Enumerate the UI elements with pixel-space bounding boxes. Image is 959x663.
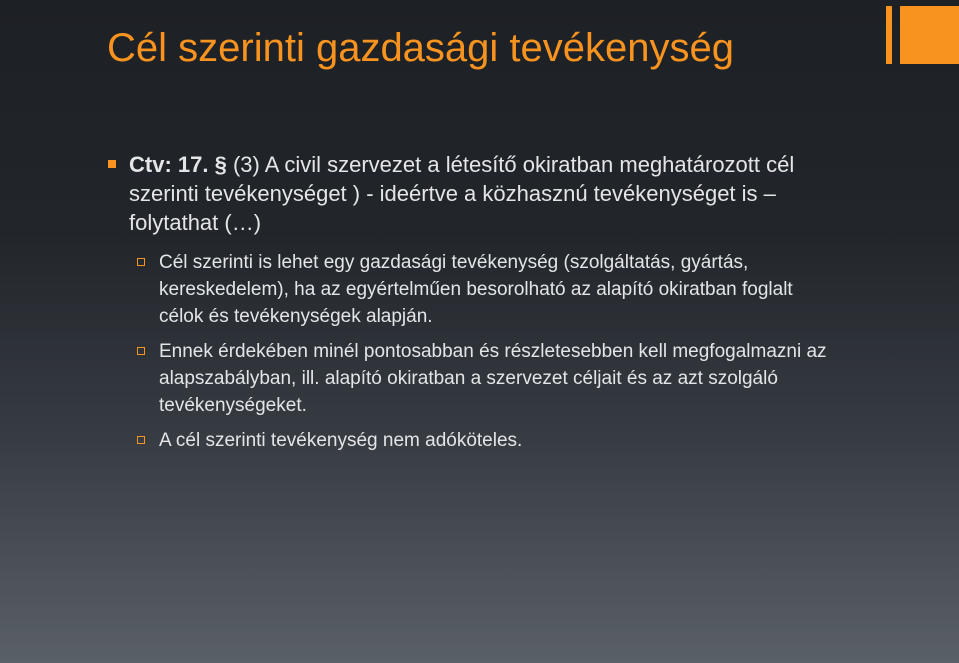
sub-bullet-text: Ennek érdekében minél pontosabban és részletesebben kell megfogalmazni az alapszabályban, ill. alapító okiratban a szervezet céljait és az azt szolgáló tevékenységeket. <box>159 341 827 416</box>
sub-bullet-item <box>137 249 827 330</box>
slide-title: Cél szerinti gazdasági tevékenység <box>107 26 735 70</box>
sub-bullet-item <box>137 338 827 419</box>
sub-bullet-list <box>137 249 827 454</box>
sub-bullet-item <box>137 427 827 454</box>
section-sign: § <box>214 152 227 177</box>
law-reference: Ctv: 17. <box>129 152 209 177</box>
hollow-square-bullet-icon <box>137 258 145 266</box>
sub-bullet-text: A cél szerinti tevékenység nem adóköteles. <box>159 430 523 451</box>
hollow-square-bullet-icon <box>137 347 145 355</box>
slide-content <box>108 150 827 462</box>
main-bullet-item <box>108 150 808 237</box>
main-bullet-text: (3) A civil szervezet a létesítő okiratban meghatározott cél szerinti tevékenységet ) - ideértve a közhasznú tevékenységet is – folytathat (…) <box>129 152 795 235</box>
hollow-square-bullet-icon <box>137 436 145 444</box>
sub-bullet-text: Cél szerinti is lehet egy gazdasági tevékenység (szolgáltatás, gyártás, kereskedelem), ha az egyértelműen besorolható az alapító okiratban foglalt célok és tevékenységek alapján. <box>159 252 793 327</box>
corner-decoration <box>886 6 959 64</box>
corner-thick-block <box>900 6 959 64</box>
square-bullet-icon <box>108 160 116 168</box>
corner-thin-bar <box>886 6 892 64</box>
